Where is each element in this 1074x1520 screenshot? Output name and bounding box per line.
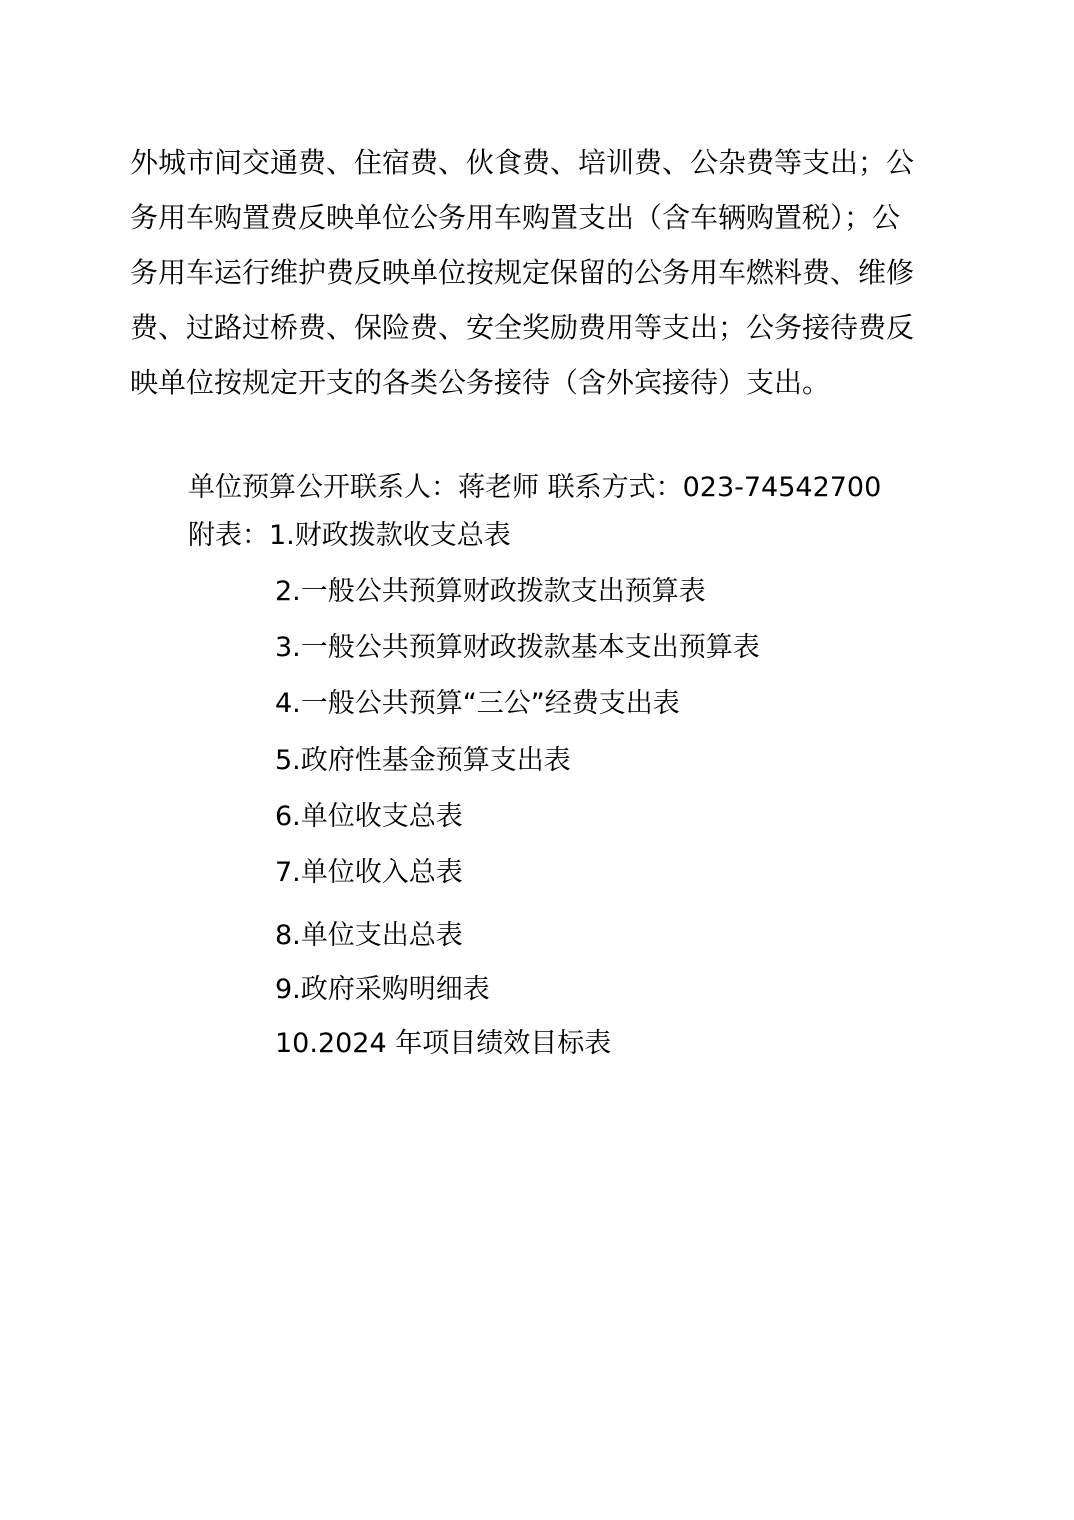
paragraph-line: 费、过路过桥费、保险费、安全奖励费用等支出；公务接待费反 — [130, 311, 915, 344]
paragraph-line: 务用车购置费反映单位公务用车购置支出（含车辆购置税）；公 — [130, 201, 901, 234]
paragraph-line: 务用车运行维护费反映单位按规定保留的公务用车燃料费、维修 — [130, 256, 915, 289]
annex-item: 2.一般公共预算财政拨款支出预算表 — [275, 576, 706, 607]
annex-item: 3.一般公共预算财政拨款基本支出预算表 — [275, 632, 760, 663]
annex-item: 9.政府采购明细表 — [275, 974, 490, 1005]
annex-item: 4.一般公共预算“三公”经费支出表 — [275, 688, 680, 719]
body-paragraph — [130, 135, 950, 410]
annex-item: 8.单位支出总表 — [275, 920, 463, 951]
contact-info: 单位预算公开联系人：蒋老师 联系方式：023-74542700 — [188, 472, 882, 503]
annex-label: 附表：1.财政拨款收支总表 — [188, 520, 511, 551]
annex-item: 5.政府性基金预算支出表 — [275, 745, 571, 776]
annex-item: 7.单位收入总表 — [275, 857, 463, 888]
paragraph-line: 外城市间交通费、住宿费、伙食费、培训费、公杂费等支出；公 — [130, 146, 915, 179]
annex-item: 6.单位收支总表 — [275, 801, 463, 832]
paragraph-line: 映单位按规定开支的各类公务接待（含外宾接待）支出。 — [130, 366, 831, 399]
annex-item: 10.2024 年项目绩效目标表 — [275, 1028, 612, 1059]
